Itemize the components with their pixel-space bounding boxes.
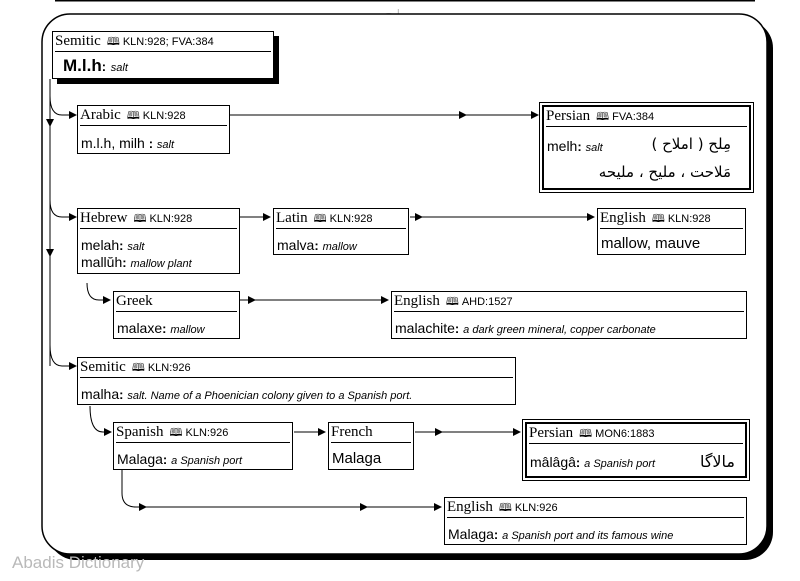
node-colon: : [148, 136, 154, 151]
divider [600, 228, 743, 229]
node-source: KLN:926 [147, 362, 191, 374]
node-colon: : [119, 387, 124, 402]
node-english-3 [444, 497, 747, 545]
watermark-bottom: Abadis Dictionary [12, 553, 145, 572]
divider [80, 377, 513, 378]
node-word: mâlâgâ [530, 454, 576, 470]
node-english-1 [597, 208, 746, 255]
node-source: KLN:928 [142, 110, 186, 122]
book-icon: 🕮 [596, 111, 609, 123]
node-meaning: mallow plant [130, 258, 192, 270]
node-colon: : [493, 527, 499, 542]
divider [116, 442, 290, 443]
node-lang: English [600, 210, 646, 226]
node-lang: Semitic [80, 359, 126, 375]
divider [529, 443, 743, 444]
book-icon: 🕮 [313, 213, 326, 225]
node-meaning: a Spanish port [171, 455, 243, 467]
node-word: Malaga [117, 451, 163, 467]
node-meaning: a Spanish port and its famous wine [502, 530, 674, 542]
node-lang: French [331, 424, 373, 440]
node-word: mallŭh [81, 254, 123, 270]
node-meaning: salt [127, 241, 145, 253]
divider [276, 228, 406, 229]
divider [394, 311, 744, 312]
divider [80, 228, 237, 229]
node-persian-text-1: مِلح ( املاح ) [651, 135, 731, 153]
node-word: malva [277, 237, 315, 253]
node-semitic-2 [77, 357, 516, 405]
node-meaning: salt [585, 142, 603, 154]
node-source: AHD:1527 [461, 296, 513, 308]
book-icon: 🕮 [106, 36, 119, 48]
node-persian-text-2: مَلاحت ، ملیح ، ملیحه [598, 163, 731, 181]
node-persian-text: مالاگا [699, 452, 735, 471]
node-meaning: a dark green mineral, copper carbonate [463, 324, 656, 336]
node-greek [113, 291, 240, 339]
node-meaning: mallow [170, 324, 205, 336]
divider [116, 311, 237, 312]
node-colon: : [577, 139, 582, 154]
node-persian-2 [525, 422, 747, 478]
node-colon: : [314, 238, 319, 253]
book-icon: 🕮 [131, 362, 144, 374]
node-lang: Arabic [80, 107, 121, 123]
node-source: KLN:928 [667, 213, 711, 225]
node-source: KLN:926 [514, 502, 558, 514]
node-lang: Hebrew [80, 210, 128, 226]
node-colon: : [122, 255, 127, 270]
node-english-2 [391, 291, 747, 339]
node-colon: : [162, 321, 167, 336]
node-meaning: a Spanish port [584, 458, 656, 470]
node-source: KLN:926 [185, 427, 229, 439]
node-word: malachite [395, 320, 455, 336]
node-colon: : [119, 238, 124, 253]
node-word: malha [81, 386, 120, 402]
node-lang: Persian [546, 108, 591, 124]
node-meaning: mallow [322, 241, 357, 253]
node-colon: : [162, 452, 168, 467]
node-meaning: salt [110, 62, 128, 74]
node-colon: : [575, 455, 581, 470]
node-meaning: salt [156, 139, 175, 151]
node-spanish [113, 422, 293, 470]
node-meaning: salt. Name of a Phoenician colony given to a Spanish port. [127, 390, 413, 402]
node-semitic-root [52, 31, 274, 79]
node-colon: : [454, 321, 460, 336]
node-arabic [77, 105, 230, 154]
divider [331, 442, 411, 443]
node-word: melh [547, 138, 578, 154]
node-source: FVA:384 [612, 111, 655, 123]
node-lang: English [447, 499, 493, 515]
node-lang: Latin [276, 210, 308, 226]
node-lang: English [394, 293, 440, 309]
node-word: M.l.h [63, 56, 102, 75]
node-source: KLN:928; FVA:384 [122, 36, 214, 48]
node-word: mallow, mauve [601, 235, 701, 252]
node-lang: Semitic [55, 33, 101, 49]
node-source: KLN:928 [149, 213, 193, 225]
divider [80, 125, 227, 126]
node-hebrew [77, 208, 240, 274]
node-lang: Persian [529, 425, 574, 441]
node-word: Malaga [332, 450, 382, 467]
divider [55, 51, 271, 52]
book-icon: 🕮 [126, 110, 139, 122]
node-word: Malaga [448, 526, 494, 542]
divider [546, 126, 747, 127]
node-word: m.l.h, milh [81, 135, 145, 151]
book-icon: 🕮 [133, 213, 146, 225]
node-colon: : [101, 59, 107, 74]
divider [447, 517, 744, 518]
node-lang: Spanish [116, 424, 164, 440]
book-icon: 🕮 [498, 502, 511, 514]
book-icon: 🕮 [169, 427, 182, 439]
node-word: melah [81, 237, 120, 253]
node-latin [273, 208, 409, 255]
node-persian-1 [542, 105, 751, 190]
node-french [328, 422, 414, 470]
node-word: malaxe [117, 320, 163, 336]
book-icon: 🕮 [445, 296, 458, 308]
node-source: MON6:1883 [595, 428, 655, 440]
node-source: KLN:928 [329, 213, 373, 225]
book-icon: 🕮 [579, 428, 592, 440]
book-icon: 🕮 [651, 213, 664, 225]
node-lang: Greek [116, 293, 153, 309]
